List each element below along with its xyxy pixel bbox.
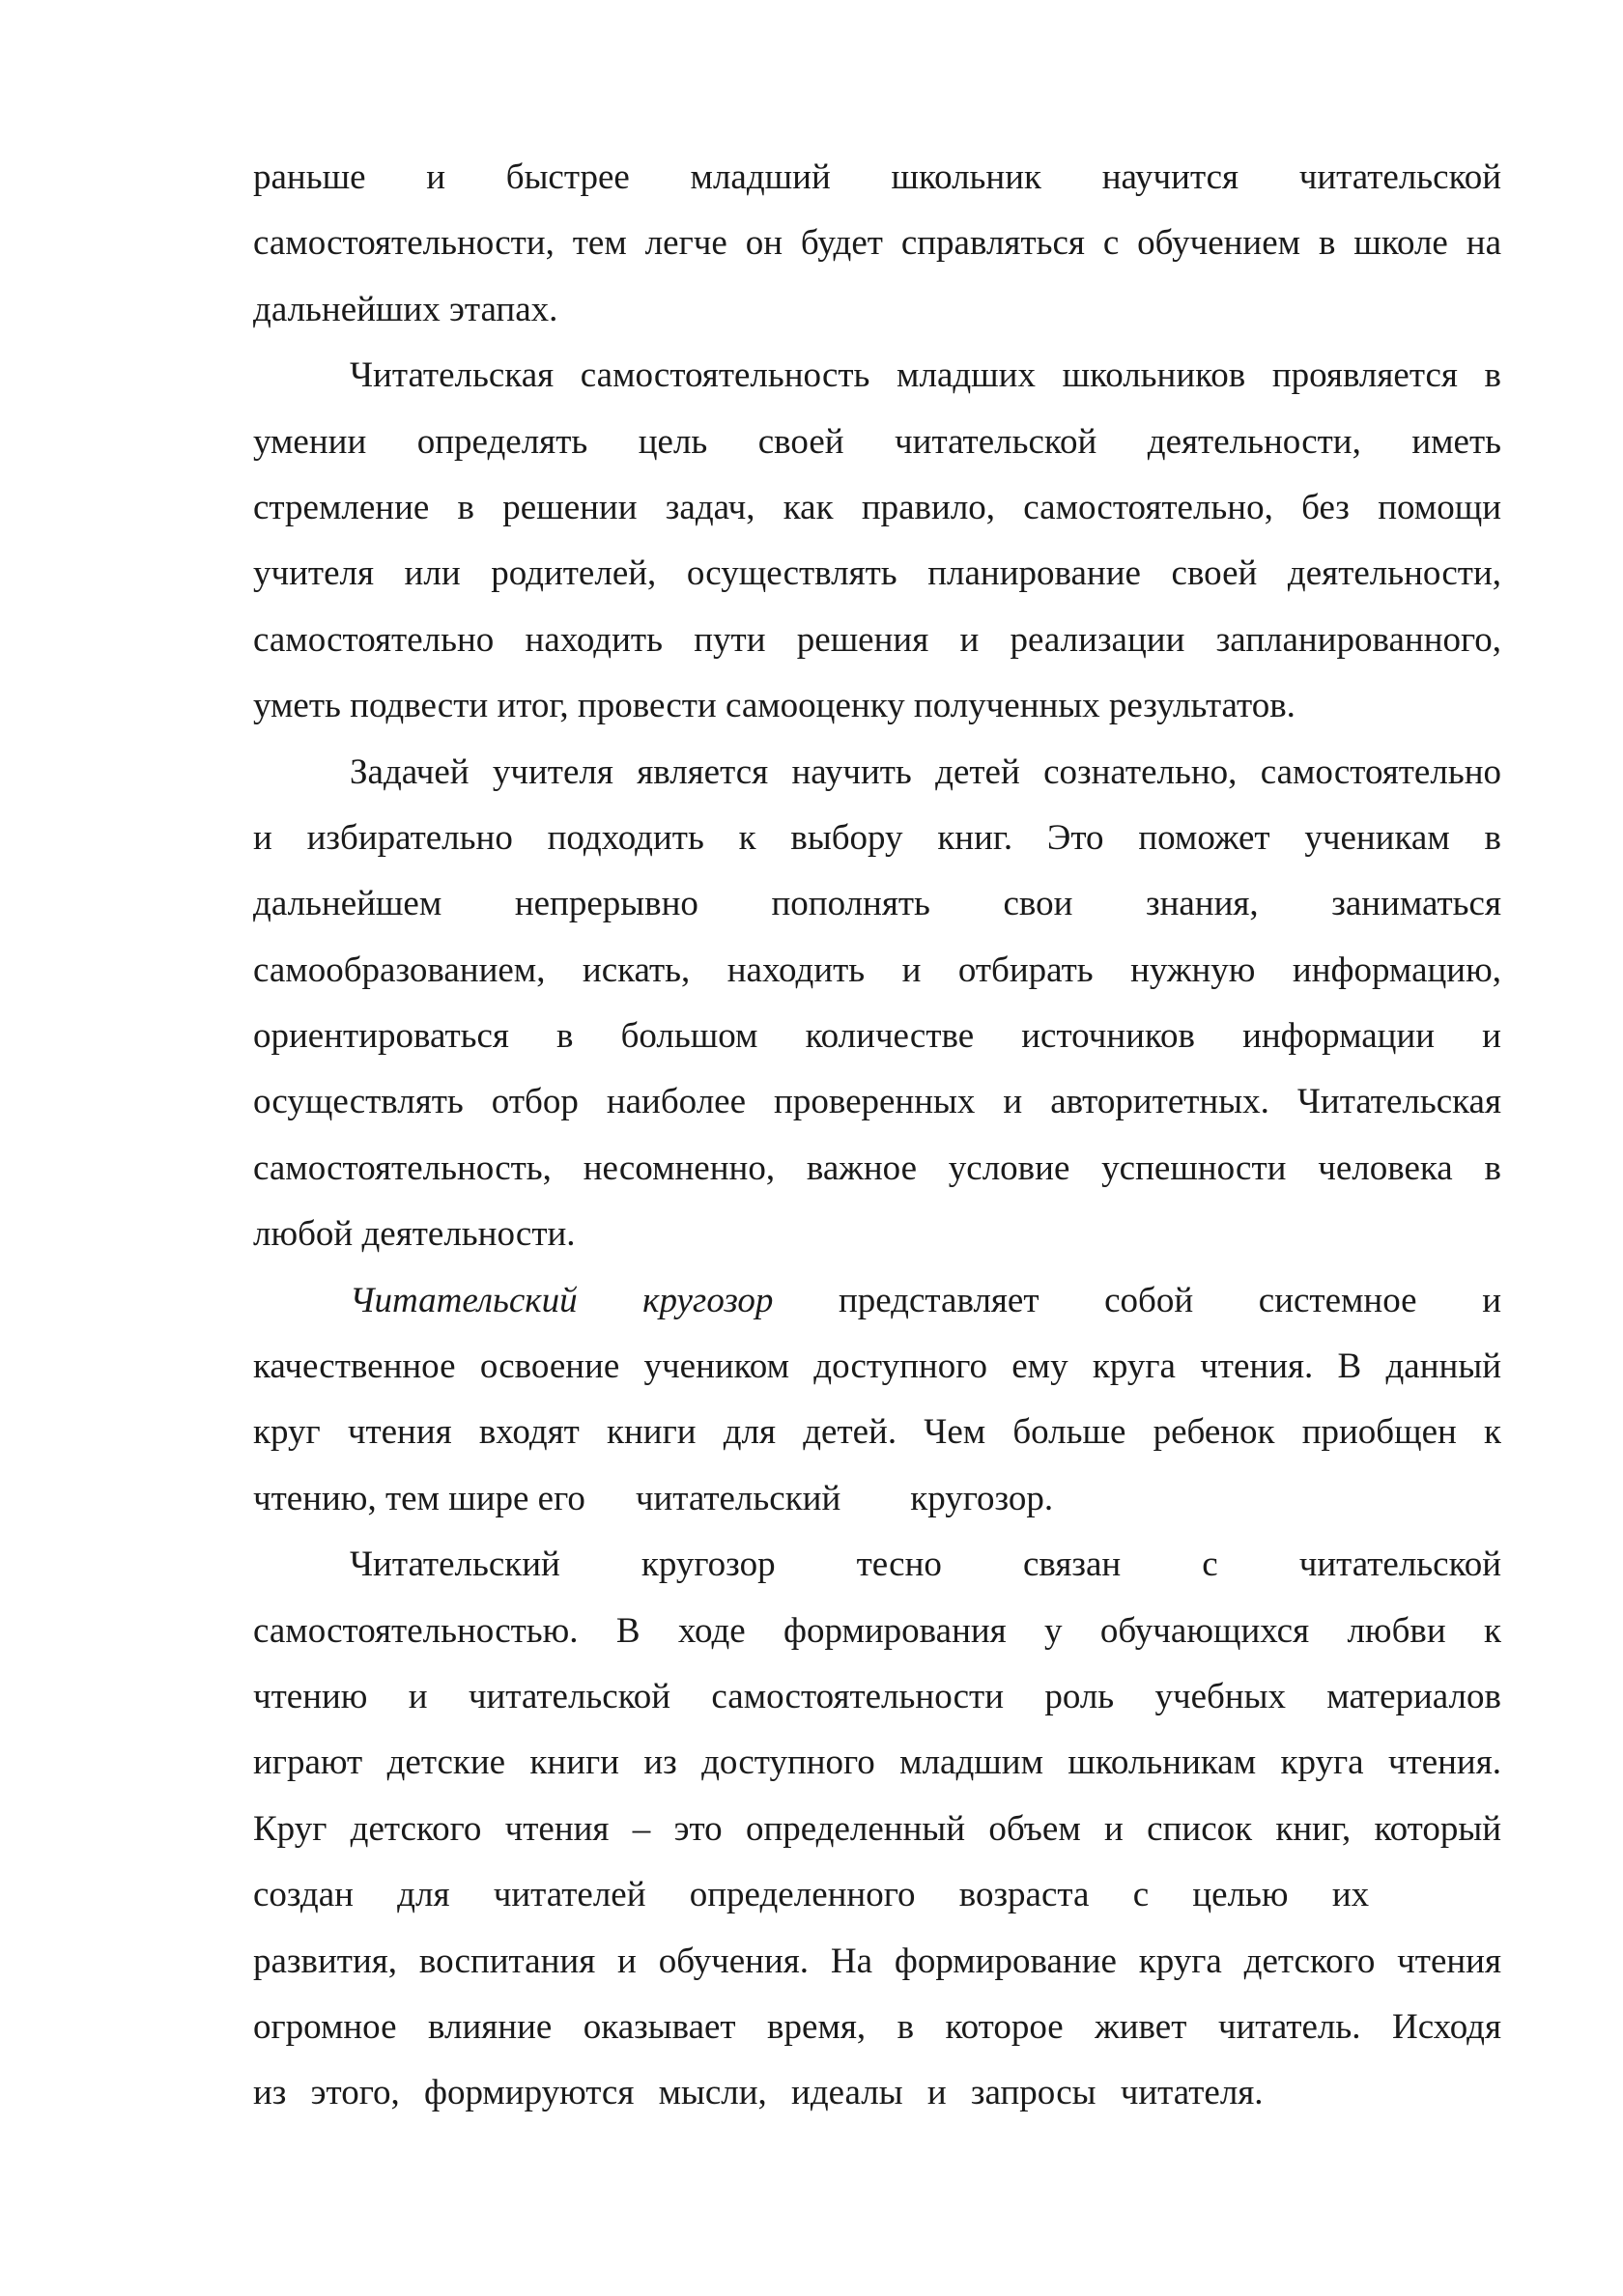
text-line: самостоятельностью. В ходе формирования у обучающихся любви к bbox=[253, 1610, 1501, 1651]
italic-term: Читательский кругозор bbox=[350, 1280, 774, 1320]
paragraph-4 bbox=[253, 1268, 1501, 1533]
text-line: Читательская самостоятельность младших школьников проявляется в bbox=[350, 355, 1501, 396]
text-line: Задачей учителя является научить детей сознательно, самостоятельно bbox=[350, 751, 1501, 792]
text-line: Круг детского чтения – это определенный объем и список книг, который bbox=[253, 1808, 1501, 1849]
text-line: играют детские книги из доступного младшим школьникам круга чтения. bbox=[253, 1743, 1501, 1783]
text-line: уметь подвести итог, провести самооценку полученных результатов. bbox=[253, 686, 1296, 726]
text-line: огромное влияние оказывает время, в которое живет читатель. Исходя bbox=[253, 2006, 1501, 2047]
text-line: качественное освоение учеником доступного ему круга чтения. В данный bbox=[253, 1346, 1501, 1387]
text-line: учителя или родителей, осуществлять планирование своей деятельности, bbox=[253, 553, 1501, 594]
text-line: Читательский кругозор тесно связан с читательской bbox=[350, 1545, 1501, 1585]
text-line: раньше и быстрее младший школьник научится читательской bbox=[253, 157, 1501, 197]
text-fragment: кругозор. bbox=[910, 1478, 1054, 1518]
text-line: развития, воспитания и обучения. На формирование круга детского чтения bbox=[253, 1941, 1501, 1981]
text-line: стремление в решении задач, как правило, самостоятельно, без помощи bbox=[253, 487, 1501, 527]
text-fragment: читательский bbox=[635, 1478, 841, 1518]
paragraph-5 bbox=[253, 1532, 1501, 2127]
text-line: любой деятельности. bbox=[253, 1214, 576, 1255]
text-line: самостоятельности, тем легче он будет справляться с обучением в школе на bbox=[253, 223, 1501, 264]
text-line: ориентироваться в большом количестве источников информации и bbox=[253, 1016, 1501, 1057]
text-line: из этого, формируются мысли, идеалы и запросы читателя. bbox=[253, 2073, 1264, 2113]
text-line: создан для читателей определенного возраста с целью их bbox=[253, 1875, 1370, 1915]
text-line: осуществлять отбор наиболее проверенных и авторитетных. Читательская bbox=[253, 1082, 1501, 1122]
text-line: дальнейшем непрерывно пополнять свои знания, заниматься bbox=[253, 884, 1501, 924]
text-line: и избирательно подходить к выбору книг. Это поможет ученикам в bbox=[253, 817, 1501, 858]
text-line bbox=[253, 1268, 1501, 1334]
text-line: чтению и читательской самостоятельности роль учебных материалов bbox=[253, 1676, 1501, 1716]
paragraph-2 bbox=[253, 343, 1501, 739]
document-body bbox=[253, 145, 1501, 2127]
text-fragment: чтению, тем шире его bbox=[253, 1478, 585, 1518]
text-line: самообразованием, искать, находить и отбирать нужную информацию, bbox=[253, 950, 1501, 990]
text-line: самостоятельность, несомненно, важное условие успешности человека в bbox=[253, 1148, 1501, 1188]
text-line: умении определять цель своей читательской деятельности, иметь bbox=[253, 421, 1501, 462]
text-line bbox=[253, 1466, 1501, 1532]
text-line: круг чтения входят книги для детей. Чем больше ребенок приобщен к bbox=[253, 1412, 1501, 1453]
text-fragment: представляет собой системное и bbox=[838, 1280, 1501, 1320]
paragraph-1 bbox=[253, 145, 1501, 343]
text-line: дальнейших этапах. bbox=[253, 289, 558, 329]
text-line: самостоятельно находить пути решения и реализации запланированного, bbox=[253, 619, 1501, 660]
paragraph-3 bbox=[253, 740, 1501, 1268]
